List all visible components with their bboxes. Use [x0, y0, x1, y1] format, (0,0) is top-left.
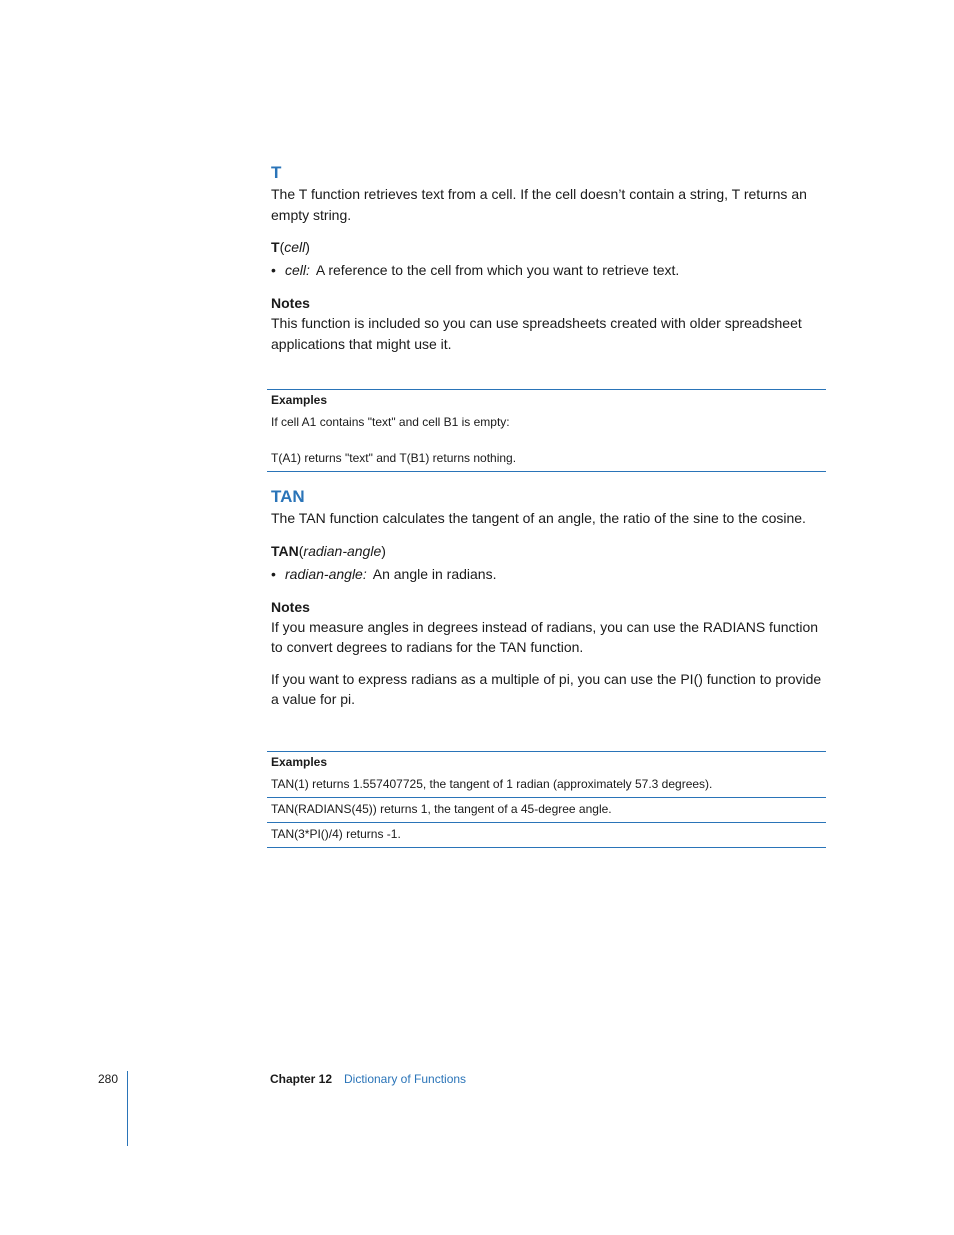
notes-text-tan-1: If you measure angles in degrees instead of radians, you can use the RADIANS function to convert degrees to radians for the TAN function. [271, 618, 819, 655]
example-row: TAN(1) returns 1.557407725, the tangent of 1 radian (approximately 57.3 degrees). [271, 776, 713, 791]
page-footer [0, 1072, 954, 1092]
bullet-icon: • [271, 565, 276, 582]
function-title-tan: TAN [271, 487, 305, 506]
example-row: TAN(RADIANS(45)) returns 1, the tangent of a 45-degree angle. [267, 797, 826, 822]
argument-item-radian-angle [271, 564, 827, 584]
example-row: TAN(3*PI()/4) returns -1. [267, 822, 826, 847]
argument-item-cell [271, 260, 827, 280]
function-description-t: The T function retrieves text from a cell. If the cell doesn’t contain a string, T returns an empty string. [271, 186, 807, 223]
syntax-open: ( [279, 239, 285, 255]
argument-name: cell: [285, 262, 310, 278]
bullet-icon: • [271, 262, 276, 278]
function-syntax-t [271, 237, 827, 257]
example-row: If cell A1 contains "text" and cell B1 is empty: [271, 415, 510, 429]
examples-heading: Examples [271, 754, 328, 769]
examples-table-t [267, 389, 826, 472]
chapter-label: Chapter 12 [270, 1072, 333, 1086]
examples-heading: Examples [271, 393, 328, 407]
function-title-t: T [271, 163, 282, 182]
syntax-name: T [271, 239, 280, 255]
syntax-arg: radian-angle [303, 542, 382, 559]
function-syntax-tan [271, 541, 827, 561]
page-content [271, 162, 827, 848]
function-description-tan: The TAN function calculates the tangent of an angle, the ratio of the sine to the cosine. [271, 510, 806, 526]
syntax-arg: cell [284, 239, 306, 255]
syntax-open: ( [298, 542, 304, 559]
syntax-name: TAN [271, 542, 299, 559]
argument-name: radian-angle: [285, 565, 367, 582]
argument-description: A reference to the cell from which you want to retrieve text. [315, 262, 680, 278]
notes-text-tan-2: If you want to express radians as a multiple of pi, you can use the PI() function to provide a value for pi. [271, 670, 822, 707]
syntax-close: ) [381, 542, 386, 559]
syntax-close: ) [305, 239, 310, 255]
examples-table-tan [267, 751, 826, 848]
argument-description: An angle in radians. [372, 565, 497, 582]
example-row: T(A1) returns "text" and T(B1) returns nothing. [271, 451, 517, 465]
page-number: 280 [98, 1072, 119, 1086]
chapter-title: Dictionary of Functions [344, 1072, 467, 1086]
notes-heading-t: Notes [271, 295, 310, 311]
notes-heading-tan: Notes [271, 598, 310, 615]
notes-text-t: This function is included so you can use spreadsheets created with older spreadsheet applications that might use it. [271, 315, 802, 352]
